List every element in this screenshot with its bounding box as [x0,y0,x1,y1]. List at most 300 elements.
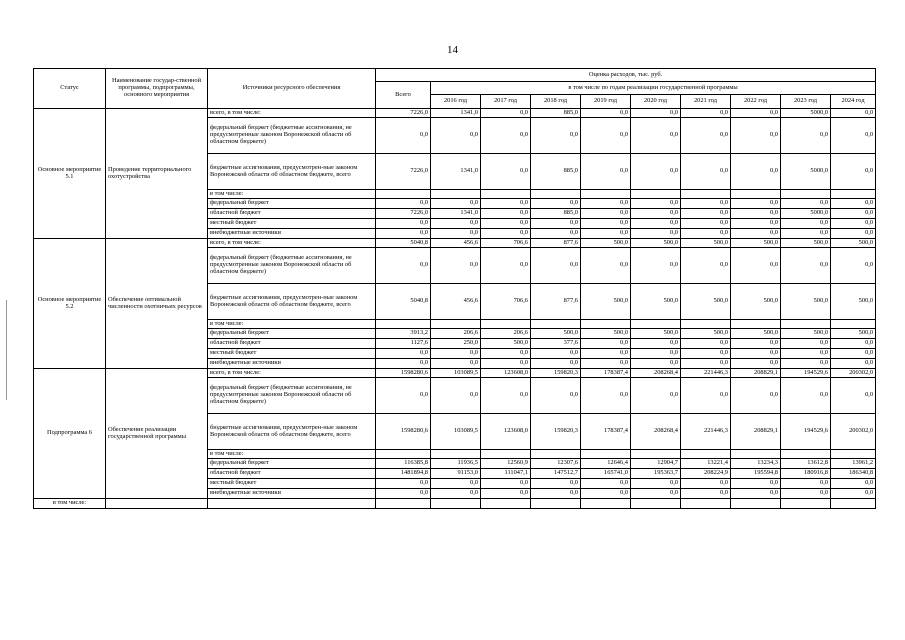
value-year: 500,0 [831,284,876,320]
value-year: 0,0 [781,248,831,284]
source-label: бюджетные ассигнования, предусмотрен-ные законом Воронежской области об областном бюджете, всего [208,414,376,450]
value-year: 194529,6 [781,414,831,450]
value-year [631,450,681,459]
empty-cell [681,499,731,509]
value-total: 0,0 [376,199,431,209]
value-year: 250,0 [431,339,481,349]
empty-cell [731,499,781,509]
value-year: 194529,6 [781,369,831,378]
value-year: 13612,8 [781,459,831,469]
section-name: Проведение территориального охотустройства [106,109,208,239]
footer-label: в том числе: [34,499,106,509]
value-year: 877,6 [531,239,581,248]
value-total: 7226,0 [376,209,431,219]
value-year: 0,0 [531,248,581,284]
value-year: 0,0 [581,378,631,414]
value-year: 0,0 [581,209,631,219]
empty-cell [631,499,681,509]
value-year: 0,0 [481,378,531,414]
value-year: 706,6 [481,239,531,248]
source-label: местный бюджет [208,349,376,359]
value-year: 500,0 [731,239,781,248]
value-year: 456,6 [431,239,481,248]
value-year: 11936,5 [431,459,481,469]
value-year [731,190,781,199]
value-year: 0,0 [831,339,876,349]
value-year: 0,0 [481,359,531,369]
value-year: 0,0 [681,154,731,190]
value-year: 0,0 [431,479,481,489]
value-year: 0,0 [781,349,831,359]
value-year: 0,0 [731,199,781,209]
value-year: 885,0 [531,154,581,190]
value-year: 500,0 [681,284,731,320]
value-year [781,450,831,459]
source-label: в том числе: [208,190,376,199]
value-year: 0,0 [531,118,581,154]
value-year: 0,0 [681,378,731,414]
value-year: 500,0 [581,284,631,320]
value-year: 0,0 [731,489,781,499]
value-total: 0,0 [376,248,431,284]
value-year: 111047,1 [481,469,531,479]
value-year: 147512,7 [531,469,581,479]
value-total: 7226,0 [376,154,431,190]
budget-table [33,68,876,509]
value-year: 0,0 [431,199,481,209]
header-sources: Источники ресурсного обеспечения [208,69,376,109]
value-year: 12904,7 [631,459,681,469]
value-year: 200302,0 [831,369,876,378]
header-year: 2016 год [431,95,481,109]
value-total: 1127,6 [376,339,431,349]
value-year: 0,0 [481,199,531,209]
value-year: 1341,0 [431,109,481,118]
value-year: 0,0 [431,489,481,499]
value-total: 0,0 [376,479,431,489]
value-year: 0,0 [431,349,481,359]
header-total: Всего [376,82,431,109]
value-total [376,450,431,459]
value-year: 5000,0 [781,209,831,219]
value-year: 13234,3 [731,459,781,469]
value-year: 13961,2 [831,459,876,469]
source-label: федеральный бюджет [208,459,376,469]
value-year: 165741,0 [581,469,631,479]
value-year: 500,0 [681,239,731,248]
value-year: 0,0 [481,154,531,190]
source-label: внебюджетные источники [208,359,376,369]
value-year: 0,0 [831,118,876,154]
value-year: 885,0 [531,109,581,118]
value-year: 0,0 [781,359,831,369]
section-status: Подпрограмма 6 [34,369,106,499]
value-year: 0,0 [781,219,831,229]
value-total: 1481894,8 [376,469,431,479]
value-year: 195594,8 [731,469,781,479]
header-estimate: Оценка расходов, тыс. руб. [376,69,876,82]
table-header [34,69,876,109]
value-year: 0,0 [831,154,876,190]
value-year: 221446,3 [681,369,731,378]
value-year: 208268,4 [631,414,681,450]
source-label: федеральный бюджет (бюджетные ассигнования, не предусмотренные законом Воронежской области об областном бюджете) [208,118,376,154]
source-label: федеральный бюджет (бюджетные ассигнования, не предусмотренные законом Воронежской области об областном бюджете) [208,378,376,414]
source-label: федеральный бюджет [208,199,376,209]
value-year: 0,0 [681,359,731,369]
value-year: 0,0 [631,378,681,414]
value-year [531,190,581,199]
value-year: 0,0 [831,359,876,369]
value-year: 0,0 [681,489,731,499]
value-year: 159820,3 [531,414,581,450]
value-year [531,320,581,329]
value-year: 0,0 [831,479,876,489]
table-row [34,369,876,378]
value-total [376,190,431,199]
value-year: 13221,4 [681,459,731,469]
source-label: областной бюджет [208,339,376,349]
value-year [581,450,631,459]
value-total: 0,0 [376,378,431,414]
value-year: 91153,0 [431,469,481,479]
value-year: 12646,4 [581,459,631,469]
value-year: 0,0 [481,209,531,219]
value-year: 500,0 [731,284,781,320]
value-total: 3913,2 [376,329,431,339]
value-year: 0,0 [781,479,831,489]
section-status: Основное мероприятие 5.2 [34,239,106,369]
value-year: 0,0 [581,359,631,369]
value-year: 0,0 [531,349,581,359]
value-year: 195363,7 [631,469,681,479]
value-year: 0,0 [731,339,781,349]
value-year: 123608,0 [481,369,531,378]
value-total: 1598280,6 [376,414,431,450]
value-year: 0,0 [681,339,731,349]
value-year: 0,0 [531,378,581,414]
value-year: 0,0 [481,489,531,499]
value-year: 0,0 [581,229,631,239]
value-year: 208829,1 [731,369,781,378]
value-year: 500,0 [731,329,781,339]
source-label: всего, в том числе: [208,239,376,248]
value-year [631,320,681,329]
value-year: 500,0 [631,329,681,339]
empty-cell [106,499,208,509]
value-year: 0,0 [831,248,876,284]
value-year: 221446,3 [681,414,731,450]
value-year: 178387,4 [581,369,631,378]
value-year: 0,0 [731,378,781,414]
page-number: 14 [447,44,458,56]
value-year: 0,0 [681,349,731,359]
value-year: 0,0 [731,479,781,489]
source-label: всего, в том числе: [208,109,376,118]
empty-cell [531,499,581,509]
value-year: 500,0 [531,329,581,339]
value-year: 0,0 [831,229,876,239]
value-year: 0,0 [831,219,876,229]
value-year: 0,0 [731,219,781,229]
value-total: 0,0 [376,349,431,359]
value-year [581,320,631,329]
value-year: 877,6 [531,284,581,320]
value-year: 0,0 [681,479,731,489]
value-year [581,190,631,199]
header-year: 2021 год [681,95,731,109]
value-year: 0,0 [831,109,876,118]
value-year: 0,0 [431,359,481,369]
value-year: 0,0 [481,229,531,239]
value-total: 5040,8 [376,284,431,320]
value-year: 456,6 [431,284,481,320]
source-label: в том числе: [208,450,376,459]
section-name: Обеспечение реализации государственной программы [106,369,208,499]
value-year [781,320,831,329]
value-year: 0,0 [631,229,681,239]
value-year: 0,0 [581,154,631,190]
section-status: Основное мероприятие 5.1 [34,109,106,239]
value-year [431,450,481,459]
value-year: 0,0 [631,109,681,118]
header-year: 2022 год [731,95,781,109]
header-year: 2023 год [781,95,831,109]
value-year: 0,0 [531,359,581,369]
value-year: 0,0 [681,229,731,239]
table-row [34,109,876,118]
value-year: 0,0 [731,349,781,359]
value-year [431,320,481,329]
value-year: 500,0 [631,284,681,320]
value-year: 0,0 [831,349,876,359]
value-year: 208829,1 [731,414,781,450]
value-year: 0,0 [731,109,781,118]
value-year: 0,0 [481,479,531,489]
value-year: 0,0 [631,154,681,190]
value-year: 500,0 [781,329,831,339]
empty-cell [581,499,631,509]
value-year: 0,0 [631,339,681,349]
value-year: 0,0 [531,199,581,209]
table-body [34,109,876,509]
empty-cell [781,499,831,509]
value-total: 0,0 [376,219,431,229]
value-year: 180916,8 [781,469,831,479]
value-year: 0,0 [431,219,481,229]
table-row [34,499,876,509]
value-year: 0,0 [631,489,681,499]
source-label: внебюджетные источники [208,229,376,239]
header-year: 2020 год [631,95,681,109]
value-year: 208224,9 [681,469,731,479]
value-total: 0,0 [376,489,431,499]
value-year: 103089,5 [431,414,481,450]
value-year: 12307,6 [531,459,581,469]
value-year: 0,0 [781,378,831,414]
value-year: 0,0 [831,209,876,219]
value-year: 0,0 [781,489,831,499]
value-year: 0,0 [781,199,831,209]
value-year: 500,0 [781,284,831,320]
value-year: 0,0 [531,219,581,229]
value-year: 0,0 [681,248,731,284]
value-year: 0,0 [631,219,681,229]
source-label: федеральный бюджет (бюджетные ассигнования, не предусмотренные законом Воронежской области об областном бюджете) [208,248,376,284]
section-name: Обеспечение оптимальной численности охотничьих ресурсов [106,239,208,369]
scan-edge-line [6,300,7,400]
value-year: 377,6 [531,339,581,349]
value-year: 1341,0 [431,209,481,219]
source-label: в том числе: [208,320,376,329]
value-year: 178387,4 [581,414,631,450]
value-year: 0,0 [631,359,681,369]
value-year [731,320,781,329]
value-year: 500,0 [781,239,831,248]
value-year: 0,0 [431,229,481,239]
value-year: 186340,8 [831,469,876,479]
value-year [681,450,731,459]
value-year [681,190,731,199]
value-year: 0,0 [581,219,631,229]
header-year: 2024 год [831,95,876,109]
value-year: 0,0 [631,199,681,209]
header-status: Статус [34,69,106,109]
value-year: 0,0 [831,199,876,209]
empty-cell [208,499,376,509]
value-year [481,190,531,199]
value-year: 0,0 [581,339,631,349]
value-year: 885,0 [531,209,581,219]
value-year: 5000,0 [781,109,831,118]
value-total: 0,0 [376,229,431,239]
value-year: 200302,0 [831,414,876,450]
value-year [481,320,531,329]
value-year: 0,0 [831,378,876,414]
value-year: 0,0 [631,118,681,154]
value-year: 0,0 [781,118,831,154]
value-year: 0,0 [631,209,681,219]
header-by-years: в том числе по годам реализации государственной программы [431,82,876,95]
value-year: 0,0 [681,109,731,118]
table-row [34,239,876,248]
value-year: 500,0 [831,239,876,248]
value-year: 0,0 [531,229,581,239]
value-year: 0,0 [681,199,731,209]
source-label: федеральный бюджет [208,329,376,339]
value-year [531,450,581,459]
value-year: 0,0 [731,118,781,154]
value-year: 0,0 [581,479,631,489]
value-year: 103089,5 [431,369,481,378]
value-year: 0,0 [781,229,831,239]
value-total: 7226,0 [376,109,431,118]
value-year: 0,0 [581,109,631,118]
header-year: 2018 год [531,95,581,109]
value-total: 116385,8 [376,459,431,469]
source-label: местный бюджет [208,219,376,229]
value-year: 0,0 [481,219,531,229]
header-year: 2019 год [581,95,631,109]
value-year: 0,0 [481,349,531,359]
source-label: областной бюджет [208,209,376,219]
value-year: 0,0 [581,199,631,209]
value-year: 0,0 [631,349,681,359]
value-year: 206,6 [431,329,481,339]
value-year: 0,0 [581,349,631,359]
header-year: 2017 год [481,95,531,109]
value-year: 0,0 [681,209,731,219]
value-total: 1598280,6 [376,369,431,378]
value-year: 12560,9 [481,459,531,469]
value-year: 0,0 [481,248,531,284]
value-year: 1341,0 [431,154,481,190]
value-year: 0,0 [731,359,781,369]
source-label: местный бюджет [208,479,376,489]
value-year: 0,0 [631,248,681,284]
value-year: 0,0 [481,118,531,154]
value-year: 0,0 [731,154,781,190]
source-label: внебюджетные источники [208,489,376,499]
value-year [831,320,876,329]
value-year: 500,0 [581,239,631,248]
value-year: 0,0 [781,339,831,349]
value-year: 206,6 [481,329,531,339]
value-year [681,320,731,329]
value-year [481,450,531,459]
value-year: 500,0 [681,329,731,339]
value-year: 0,0 [481,109,531,118]
value-year [431,190,481,199]
empty-cell [481,499,531,509]
value-year: 500,0 [481,339,531,349]
value-year [781,190,831,199]
empty-cell [431,499,481,509]
value-year [831,450,876,459]
value-year: 0,0 [431,248,481,284]
value-year: 0,0 [731,229,781,239]
value-total [376,320,431,329]
value-year: 0,0 [581,118,631,154]
value-year: 5000,0 [781,154,831,190]
value-year: 123608,0 [481,414,531,450]
value-year: 159820,3 [531,369,581,378]
value-year: 208268,4 [631,369,681,378]
value-year: 500,0 [831,329,876,339]
value-year: 0,0 [731,209,781,219]
value-year: 0,0 [431,378,481,414]
value-year: 500,0 [581,329,631,339]
value-year [731,450,781,459]
source-label: областной бюджет [208,469,376,479]
value-total: 0,0 [376,359,431,369]
value-year: 706,6 [481,284,531,320]
source-label: всего, в том числе: [208,369,376,378]
source-label: бюджетные ассигнования, предусмотрен-ные законом Воронежской области об областном бюджете, всего [208,284,376,320]
value-year: 0,0 [731,248,781,284]
value-year: 0,0 [531,479,581,489]
header-name: Наименование государ-ственной программы, подпрограммы, основного мероприятия [106,69,208,109]
value-year: 500,0 [631,239,681,248]
value-year: 0,0 [431,118,481,154]
value-year: 0,0 [581,248,631,284]
value-year: 0,0 [681,118,731,154]
value-total: 5040,8 [376,239,431,248]
value-year [831,190,876,199]
source-label: бюджетные ассигнования, предусмотрен-ные законом Воронежской области об областном бюджете, всего [208,154,376,190]
value-total: 0,0 [376,118,431,154]
value-year: 0,0 [531,489,581,499]
